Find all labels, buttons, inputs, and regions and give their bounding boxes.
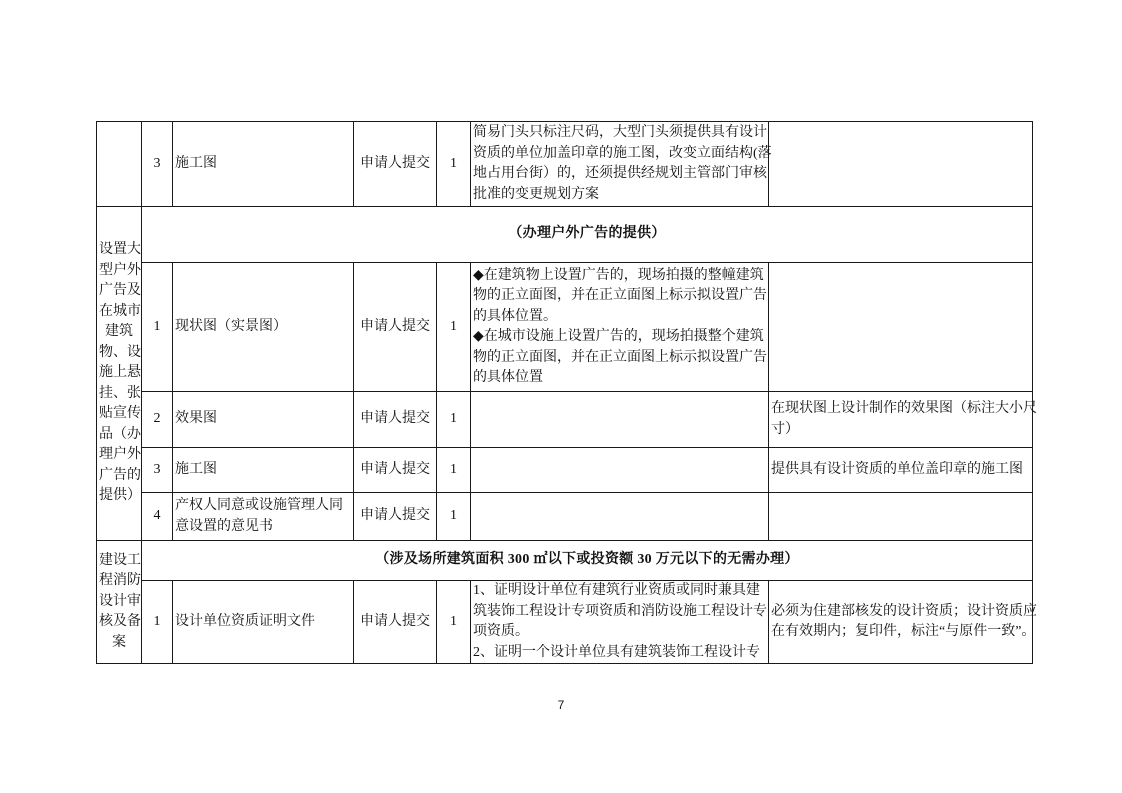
text-line: 批准的变更规划方案 — [473, 186, 599, 202]
item-number: 3 — [142, 448, 173, 493]
copy-count: 1 — [437, 581, 471, 664]
requirement-text — [471, 448, 769, 493]
remark-text — [769, 448, 1033, 493]
table-row — [97, 448, 1033, 493]
text-line: 意设置的意见书 — [175, 518, 273, 534]
table-row — [97, 392, 1033, 448]
text-line: 在现状图上设计制作的效果图（标注大小尺 — [771, 401, 1037, 416]
text-line: 建设工 — [99, 552, 141, 568]
text-line: 案 — [112, 634, 126, 650]
table-row — [97, 581, 1033, 664]
section-header-row — [97, 207, 1033, 263]
remark-text — [769, 263, 1033, 392]
text-line: 简易门头只标注尺码，大型门头须提供具有设计 — [473, 125, 767, 140]
text-line: 在城市 — [99, 303, 141, 319]
material-name — [173, 122, 354, 207]
text-line: 施上悬 — [99, 365, 141, 381]
page-number: 7 — [557, 698, 565, 712]
remark-text — [769, 493, 1033, 541]
text-line: 广告及 — [99, 283, 141, 299]
text-line: 设计审 — [99, 593, 141, 609]
material-source: 申请人提交 — [354, 448, 437, 493]
material-name — [173, 581, 354, 664]
text-line: 的具体位置。 — [473, 308, 557, 324]
section-header: （办理户外广告的提供） — [142, 207, 1033, 263]
requirement-text — [471, 581, 769, 664]
category-cell — [97, 541, 142, 664]
material-source: 申请人提交 — [354, 493, 437, 541]
section-header: （涉及场所建筑面积 300 ㎡以下或投资额 30 万元以下的无需办理） — [142, 541, 1033, 581]
text-line: 理户外 — [99, 447, 141, 463]
text-line: 筑装饰工程设计专项资质和消防设施工程设计专 — [473, 603, 767, 619]
text-line: 设置大 — [99, 242, 141, 258]
table-row — [97, 493, 1033, 541]
material-source: 申请人提交 — [354, 581, 437, 664]
material-source: 申请人提交 — [354, 122, 437, 207]
text-line: 核及备 — [99, 614, 141, 630]
remark-text — [769, 392, 1037, 448]
text-line: 资质的单位加盖印章的施工图，改变立面结构(落 — [473, 145, 772, 161]
text-line: 程消防 — [99, 573, 141, 589]
text-line: 施工图 — [175, 461, 217, 477]
table-row — [97, 263, 1033, 392]
remark-text — [769, 581, 1037, 664]
text-line: 广告的 — [99, 467, 141, 483]
item-number: 1 — [142, 581, 173, 664]
text-line: 1、证明设计单位有建筑行业资质或同时兼具建 — [473, 583, 760, 598]
text-line: 在有效期内；复印件，标注“与原件一致”。 — [771, 624, 1036, 639]
material-name — [173, 448, 354, 493]
text-line: ◆在建筑物上设置广告的，现场拍摄的整幢建筑 — [473, 267, 764, 283]
text-line: 物、设 — [99, 344, 141, 360]
copy-count: 1 — [437, 122, 471, 207]
text-line: 项资质。 — [473, 624, 529, 639]
text-line: 产权人同意或设施管理人同 — [175, 498, 343, 513]
text-line: 寸） — [771, 421, 799, 437]
text-line: 挂、张 — [99, 385, 141, 401]
text-line: 提供） — [99, 488, 141, 504]
item-number: 2 — [142, 392, 173, 448]
material-source: 申请人提交 — [354, 392, 437, 448]
item-number: 4 — [142, 493, 173, 541]
requirement-text — [471, 263, 769, 392]
text-line: 提供具有设计资质的单位盖印章的施工图 — [771, 461, 1023, 477]
text-line: ◆在城市设施上设置广告的，现场拍摄整个建筑 — [473, 329, 764, 344]
item-number: 1 — [142, 263, 173, 392]
text-line: 贴宣传 — [99, 406, 141, 422]
requirement-text — [471, 392, 769, 448]
copy-count: 1 — [437, 263, 471, 392]
text-line: 品（办 — [99, 426, 141, 442]
materials-table — [96, 121, 1037, 664]
material-name — [173, 392, 354, 448]
text-line: 的具体位置 — [473, 370, 543, 385]
item-number: 3 — [142, 122, 173, 207]
text-line: 物的正立面图，并在正立面图上标示拟设置广告 — [473, 349, 767, 365]
copy-count: 1 — [437, 392, 471, 448]
table-row — [97, 122, 1033, 207]
requirement-text — [471, 493, 769, 541]
text-line: 施工图 — [175, 155, 217, 171]
text-line: 现状图（实景图） — [175, 318, 287, 334]
text-line: 效果图 — [175, 411, 217, 427]
copy-count: 1 — [437, 493, 471, 541]
text-line: 2、证明一个设计单位具有建筑装饰工程设计专 — [473, 644, 760, 660]
text-line: 必须为住建部核发的设计资质；设计资质应 — [771, 603, 1037, 619]
remark-text — [769, 122, 1033, 207]
text-line: 设计单位资质证明文件 — [175, 613, 315, 629]
requirement-text — [471, 122, 772, 207]
material-name — [173, 493, 354, 541]
category-cell — [97, 122, 142, 207]
section-header-row — [97, 541, 1033, 581]
material-name — [173, 263, 354, 392]
copy-count: 1 — [437, 448, 471, 493]
text-line: 建筑 — [105, 324, 133, 340]
material-source: 申请人提交 — [354, 263, 437, 392]
category-cell — [97, 207, 142, 541]
text-line: 物的正立面图，并在正立面图上标示拟设置广告 — [473, 288, 767, 303]
text-line: 型户外 — [99, 262, 141, 278]
text-line: 地占用台街）的，还须提供经规划主管部门审核 — [473, 166, 767, 181]
